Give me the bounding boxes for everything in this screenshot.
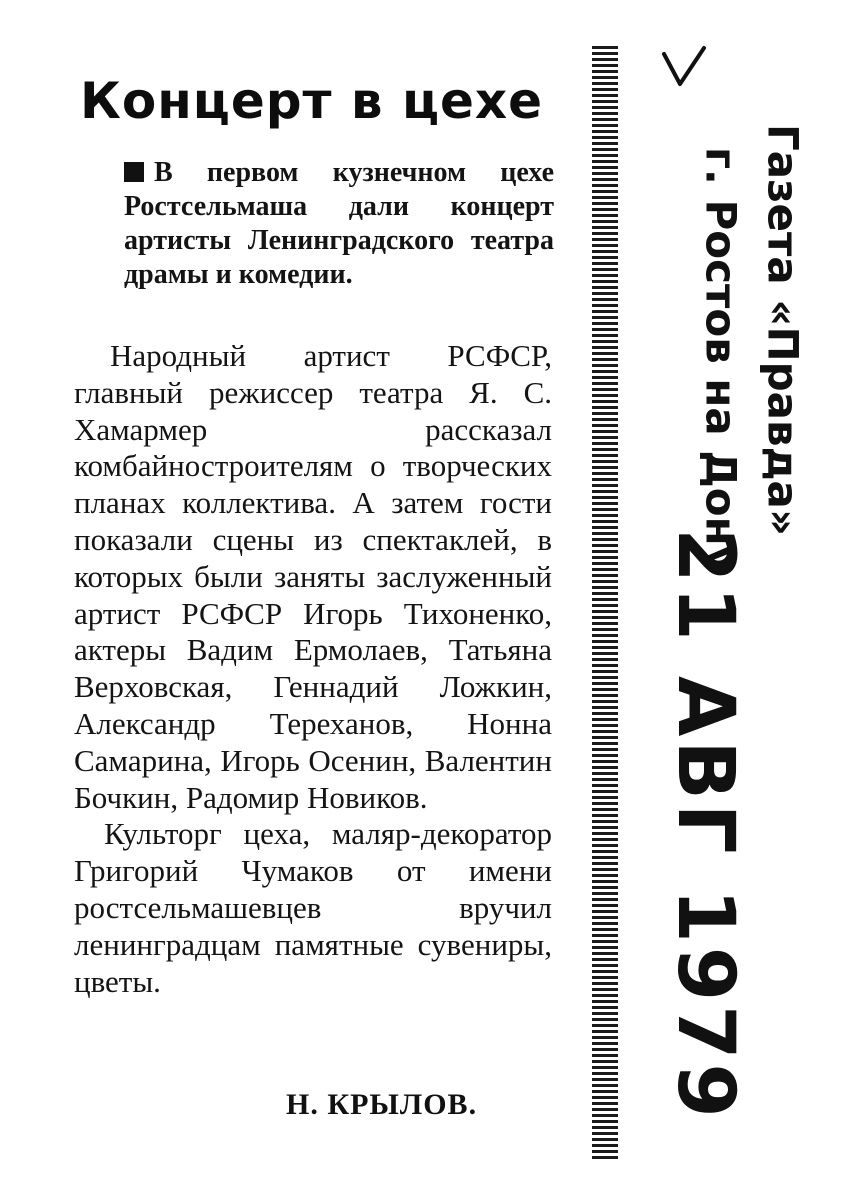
lead-text: В первом кузнечном цехе Ростсельмаша дали концерт артисты Ленинградского театра драмы и комедии.	[124, 157, 554, 290]
article-signature: Н. КРЫЛОВ.	[286, 1088, 478, 1121]
article-paragraph-1: Народный артист РСФСР, главный режиссер театра Я. С. Хамармер рассказал комбайностроителям о творческих планах коллектива. А затем гости показали сцены из спектаклей, в которых были заняты заслуженный артист РСФСР Игорь Тихоненко, актеры Вадим Ермолаев, Татьяна Верховская, Геннадий Ложкин, Александр Тереханов, Нонна Самарина, Игорь Осенин, Валентин Бочкин, Радомир Новиков.	[74, 338, 552, 815]
article-body	[74, 338, 552, 1000]
stamp-city: г. Ростов на Дону	[696, 146, 746, 574]
perforated-edge-strip	[592, 46, 618, 1161]
article-paragraph-2: Культорг цеха, маляр-декоратор Григорий Чумаков от имени ростсельмашевцев вручил ленинградцам памятные сувениры, цветы.	[74, 816, 552, 999]
article-headline: Концерт в цехе	[80, 72, 544, 130]
article-lead	[124, 156, 554, 292]
stamp-newspaper: Газета «Правда»	[758, 124, 808, 536]
lead-bullet-square	[124, 162, 144, 182]
check-mark-icon	[660, 44, 710, 90]
stamp-date: 21 АВГ 1979	[660, 528, 750, 1122]
